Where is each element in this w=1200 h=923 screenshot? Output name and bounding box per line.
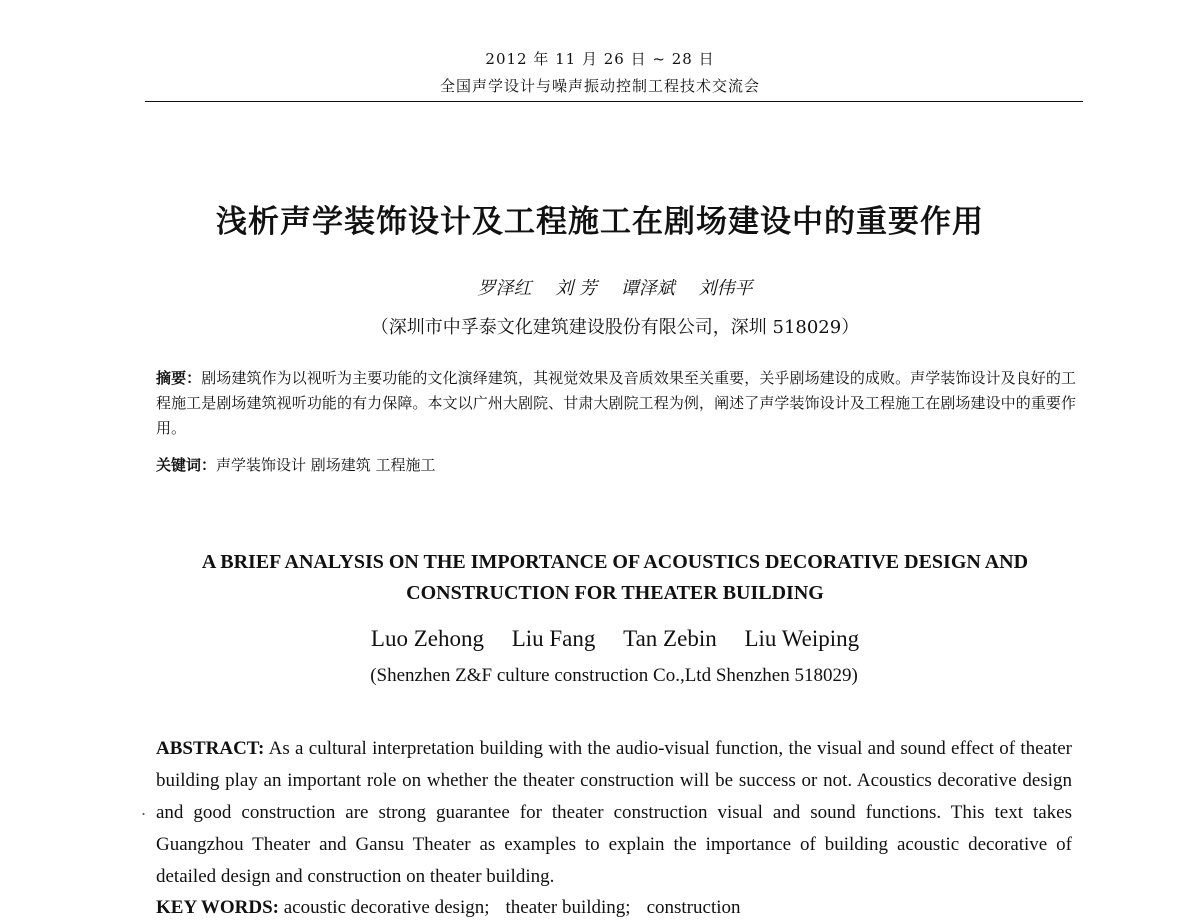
en-author: Liu Fang (511, 626, 596, 651)
en-paper-title (120, 547, 1110, 609)
cn-affiliation: （深圳市中孚泰文化建筑建设股份有限公司，深圳 518029） (370, 317, 860, 338)
cn-author: 刘 芳 (555, 278, 597, 299)
en-abstract (156, 733, 1072, 893)
en-abstract-label: ABSTRACT: (156, 738, 265, 759)
en-author-list (0, 626, 1200, 652)
header-conference: 全国声学设计与噪声振动控制工程技术交流会 (439, 77, 760, 95)
en-affiliation: (Shenzhen Z&F culture construction Co.,Ltd Shenzhen 518029) (370, 665, 858, 686)
en-keyword: construction (646, 897, 741, 918)
cn-author: 罗泽红 (477, 278, 532, 299)
en-keywords (156, 893, 1072, 923)
en-author: Luo Zehong (370, 626, 484, 651)
en-keywords-label: KEY WORDS: (156, 897, 279, 918)
header-divider (145, 101, 1083, 102)
cn-abstract (156, 366, 1076, 441)
cn-keywords-label: 关键词： (156, 456, 217, 474)
cn-author: 刘伟平 (698, 278, 753, 299)
cn-keywords (156, 453, 1076, 478)
en-keyword: acoustic decorative design; (283, 897, 490, 918)
cn-paper-title: 浅析声学装饰设计及工程施工在剧场建设中的重要作用 (216, 204, 984, 240)
cn-keywords-text: 声学装饰设计 剧场建筑 工程施工 (216, 456, 436, 474)
en-title-line: A BRIEF ANALYSIS ON THE IMPORTANCE OF ACOUSTICS DECORATIVE DESIGN AND (201, 551, 1029, 573)
cn-author: 谭泽斌 (620, 278, 675, 299)
cn-abstract-text: 剧场建筑作为以视听为主要功能的文化演绎建筑，其视觉效果及音质效果至关重要，关乎剧场建设的成败。声学装饰设计及良好的工程施工是剧场建筑视听功能的有力保障。本文以广州大剧院、甘肃大剧院工程为例，阐述了声学装饰设计及工程施工在剧场建设中的重要作用。 (156, 369, 1076, 437)
scan-mark: . (141, 800, 147, 819)
cn-abstract-label: 摘要： (156, 369, 202, 387)
header-date: 2012 年 11 月 26 日 ~ 28 日 (485, 50, 715, 68)
en-keyword: theater building; (505, 897, 631, 918)
en-author: Liu Weiping (744, 626, 860, 651)
cn-author-list (0, 274, 1200, 300)
en-author: Tan Zebin (623, 626, 717, 651)
en-title-line: CONSTRUCTION FOR THEATER BUILDING (406, 582, 824, 604)
en-abstract-text: As a cultural interpretation building with the audio-visual function, the visual and sound effect of theater building play an important role on whether the theater construction will be success or not. Acoustics decorative design and good construction are strong guarantee for theater construction visual and sound functions. This text takes Guangzhou Theater and Gansu Theater as examples to explain the importance of building acoustic decorative of detailed design and construction on theater building. (156, 738, 1073, 887)
